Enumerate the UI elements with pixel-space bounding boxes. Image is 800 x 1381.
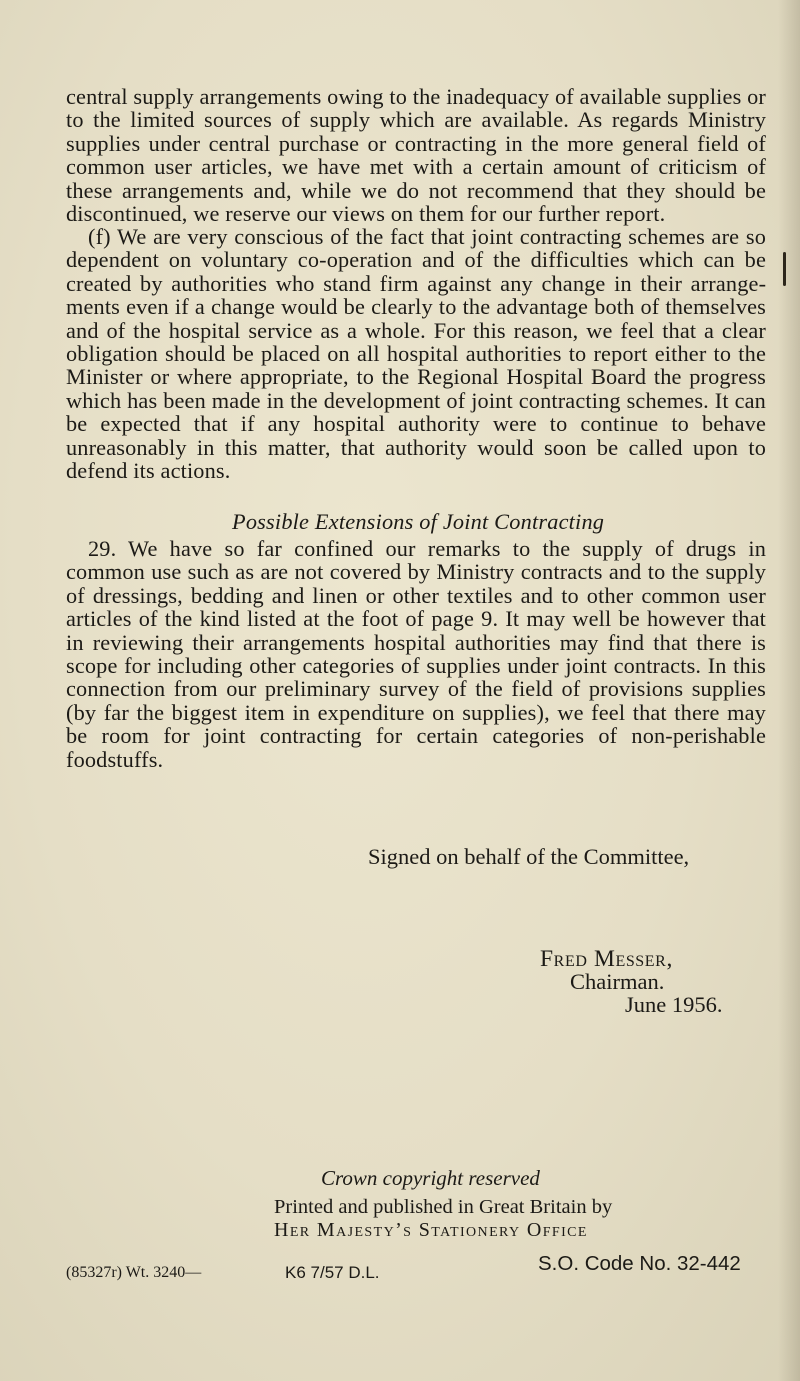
paragraph-text: central supply arrangements owing to the inadequacy of available supplies or to the limited sources of supply which are available. As regards Ministry supplies under central purchase or contracting in the more general field of common user articles, we have met with a certain amount of criticism of these arrangements and, while we do not recommend that they should be discontinued, we reserve our views on them for our further report. xyxy=(66,84,766,227)
signatory-name: Fred Messer, xyxy=(540,946,673,972)
paragraph-f-joint-contracting xyxy=(66,225,766,482)
page-edge-shadow xyxy=(778,0,800,1381)
printed-published-line: Printed and published in Great Britain by xyxy=(274,1196,613,1218)
signatory-role: Chairman. xyxy=(570,969,665,994)
printer-code-batch: K6 7/57 D.L. xyxy=(285,1263,380,1282)
signed-on-behalf-line: Signed on behalf of the Committee, xyxy=(368,844,690,869)
paragraph-29-extensions xyxy=(66,537,766,771)
paragraph-text: 29. We have so far confined our remarks to the supply of drugs in common use such as are not covered by Ministry contracts and to the supply of dressings, bedding and linen or other textiles and to other common user articles of the kind listed at the foot of page 9. It may well be however that in reviewing their arrangements hospital authorities may find that there is scope for including other categories of supplies under joint contracts. In this connection from our preliminary survey of the field of provisions supplies (by far the biggest item in expenditure on supplies), we feel that there may be room for joint contracting for certain categories of non-perishable foodstuffs. xyxy=(66,536,766,772)
so-code: S.O. Code No. 32-442 xyxy=(538,1252,741,1275)
paragraph-text: (f) We are very conscious of the fact that joint contracting schemes are so dependent on voluntary co-operation and of the difficulties which can be created by authorities who stand firm against any change in their arrangements even if a change would be clearly to the advantage both of themselves and of the hospital service as a whole. For this reason, we feel that a clear obligation should be placed on all hospital authorities to report either to the Minister or where appropriate, to the Regional Hospital Board the progress which has been made in the development of joint contracting schemes. It can be expected that if any hospital authority were to continue to behave unreasonably in this matter, that authority would soon be called upon to defend its actions. xyxy=(66,224,766,484)
paragraph-central-supply xyxy=(66,85,766,225)
signature-date: June 1956. xyxy=(625,992,723,1017)
stationery-office-name: Her Majesty’s Stationery Office xyxy=(274,1219,588,1241)
printer-code: (85327r) Wt. 3240— xyxy=(66,1264,202,1281)
section-heading: Possible Extensions of Joint Contracting xyxy=(232,509,605,534)
crown-copyright-notice: Crown copyright reserved xyxy=(321,1166,540,1190)
